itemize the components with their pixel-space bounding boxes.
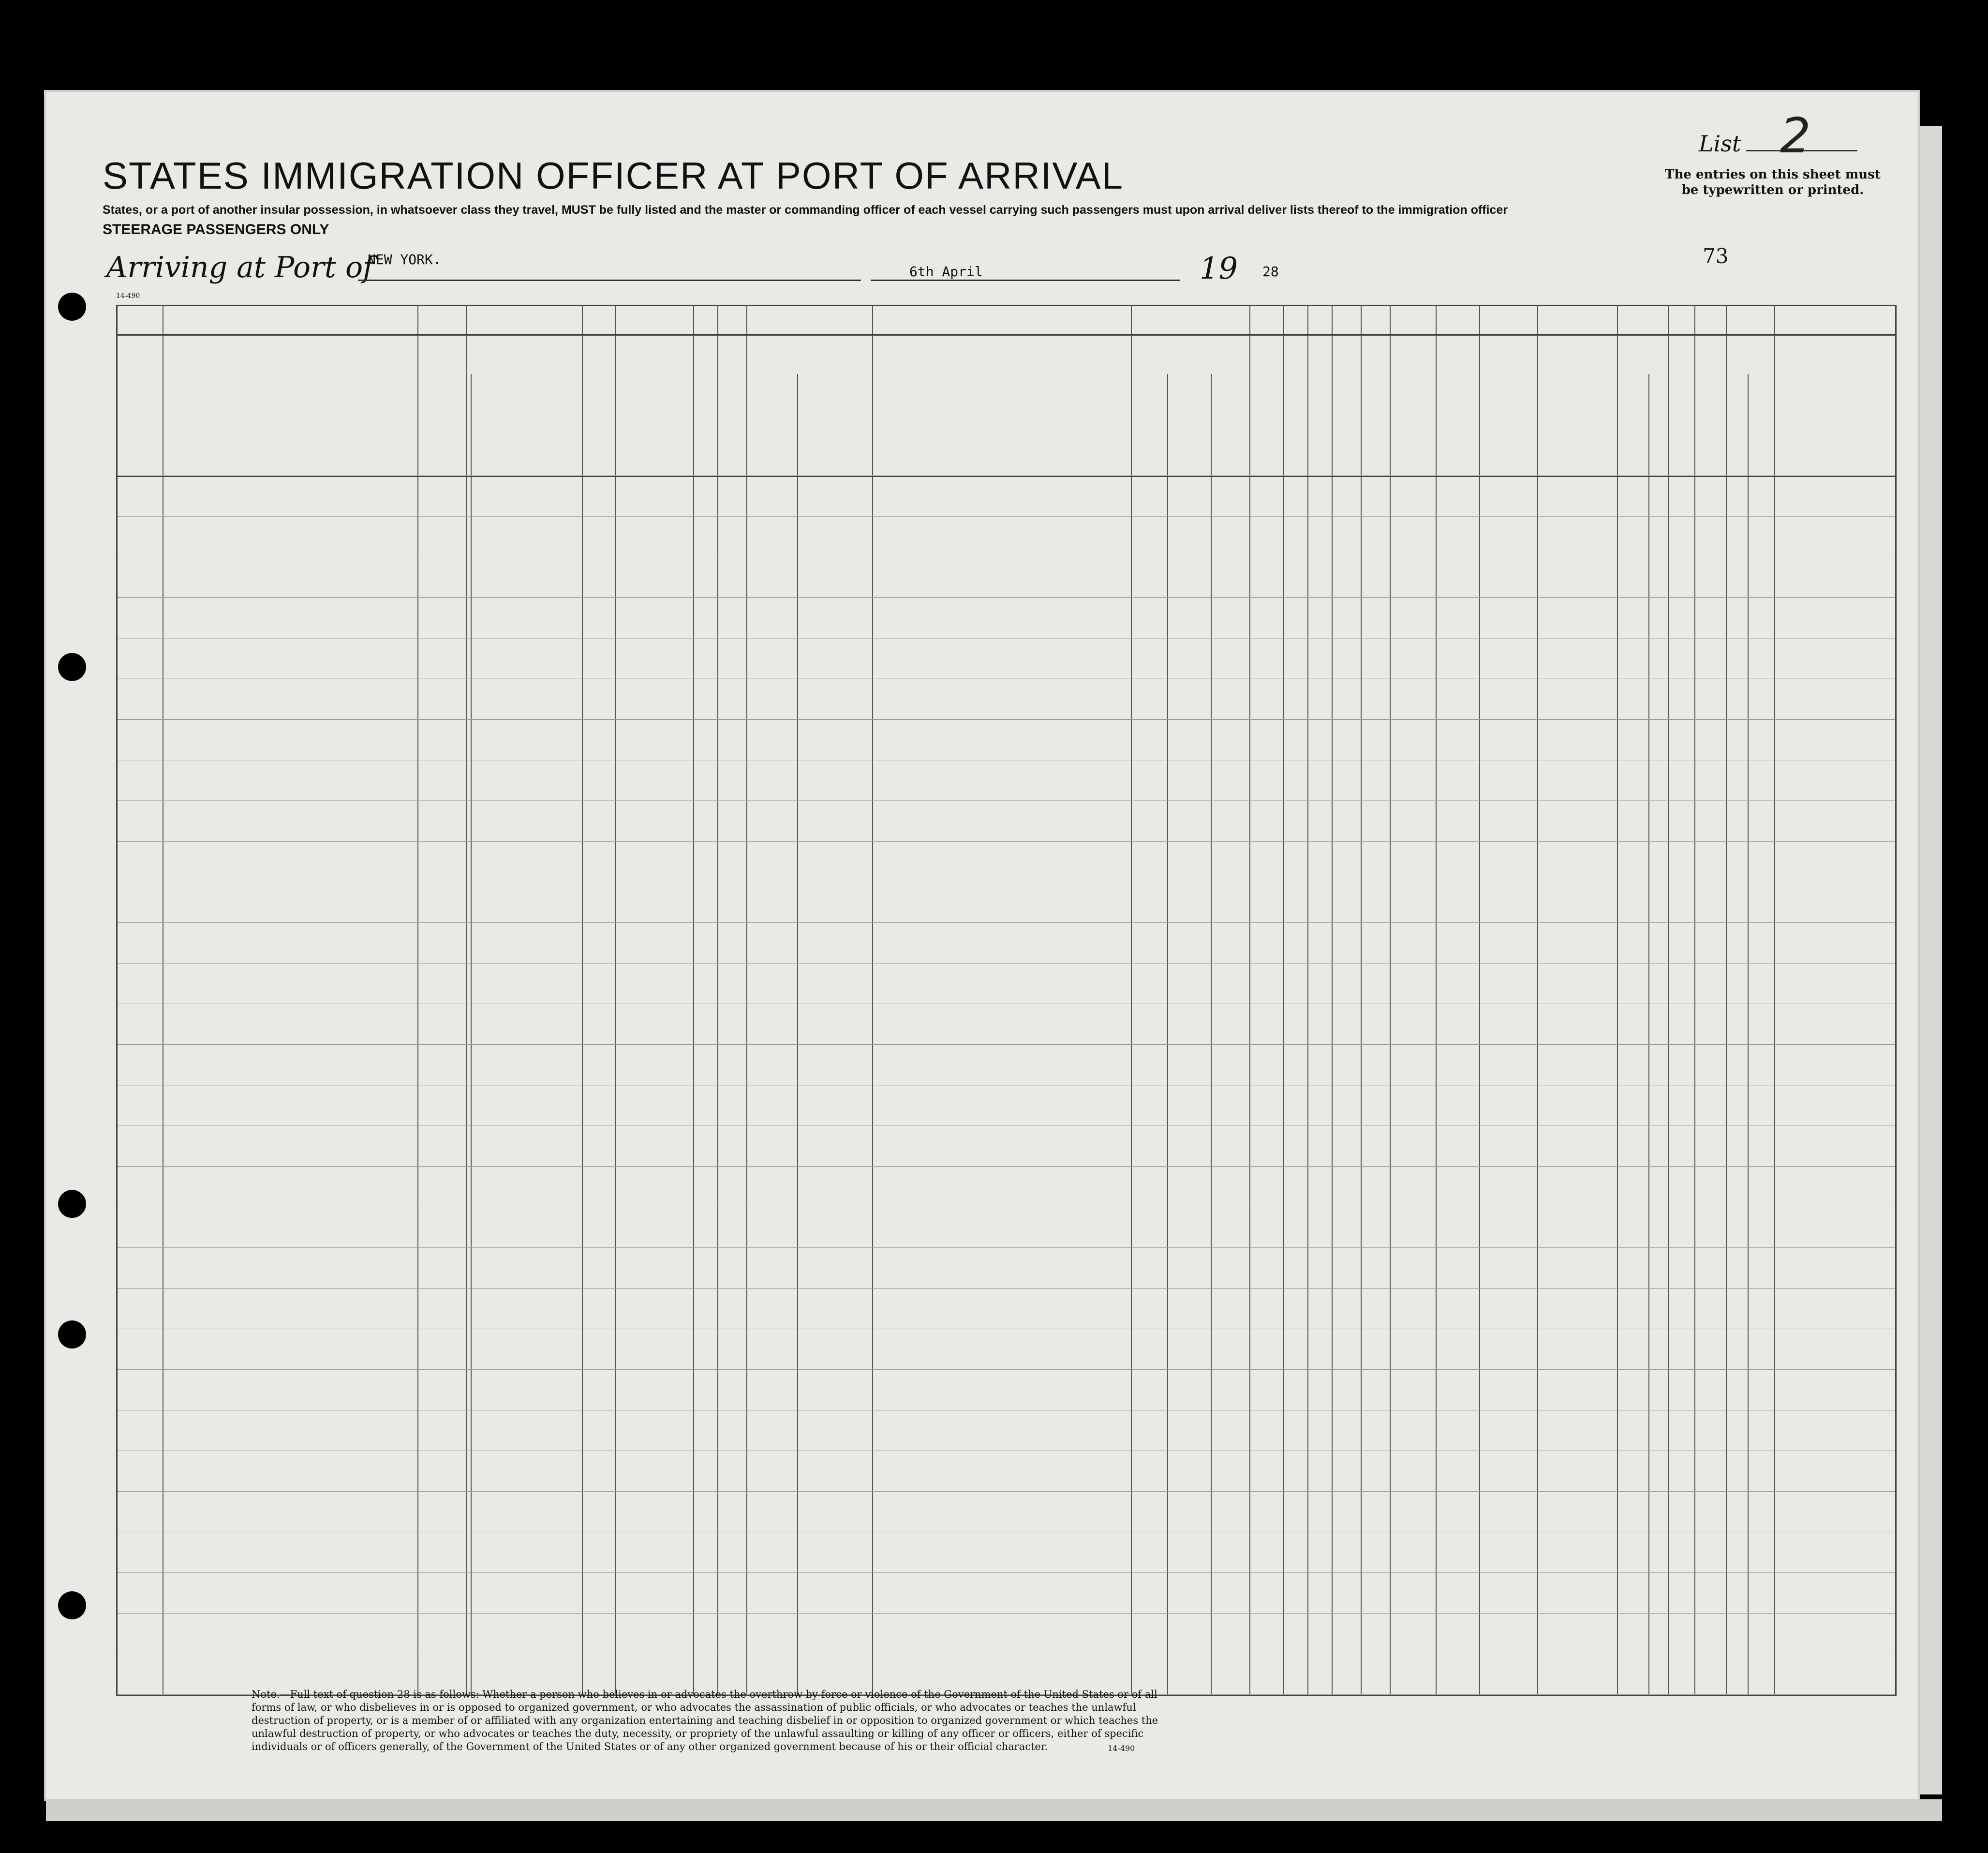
port-value: NEW YORK. — [368, 252, 441, 267]
punch-hole — [58, 293, 86, 321]
column-divider — [1479, 306, 1480, 1694]
row-divider — [118, 841, 1895, 842]
column-divider — [1390, 306, 1391, 1694]
header-deported — [1392, 340, 1434, 471]
row-divider — [118, 475, 1895, 476]
sub-column-divider — [746, 374, 747, 1694]
sheet-bottom-edge — [46, 1799, 1942, 1821]
header-prison — [1251, 340, 1281, 471]
header-overthrow — [1334, 340, 1359, 471]
row-divider — [118, 1044, 1895, 1045]
instructions-line: States, or a port of another insular possession, in whatsoever class they travel, MUST be fully listed and the master or commanding officer of each vessel carrying such passengers must upon arrival deliver lists thereof to the immigration officer — [103, 203, 1508, 217]
row-divider — [118, 597, 1895, 598]
year-value: 28 — [1262, 264, 1279, 280]
column-divider — [1332, 306, 1333, 1694]
column-divider — [1307, 306, 1308, 1694]
row-divider — [118, 1491, 1895, 1492]
column-divider — [466, 306, 467, 1694]
arriving-label: Arriving at Port of — [106, 251, 374, 284]
column-divider — [693, 306, 694, 1694]
row-divider — [118, 1288, 1895, 1289]
header-anarchist — [1309, 340, 1330, 471]
header-labor-offer — [1363, 340, 1388, 471]
header-number-line — [118, 334, 1895, 336]
column-divider — [615, 306, 616, 1694]
column-divider — [582, 306, 583, 1694]
page-title: STATES IMMIGRATION OFFICER AT PORT OF ARRIVAL — [103, 154, 1124, 197]
row-divider — [118, 963, 1895, 964]
list-number: 2 — [1780, 107, 1811, 164]
sheet-edge — [1918, 126, 1942, 1794]
header-purpose-citizen — [1213, 340, 1247, 471]
column-divider — [417, 306, 418, 1694]
column-divider — [1436, 306, 1437, 1694]
footnote-code: 14-490 — [1108, 1744, 1135, 1753]
row-divider — [118, 1572, 1895, 1573]
punch-hole — [58, 1190, 86, 1218]
column-divider — [1726, 306, 1727, 1694]
steerage-note: STEERAGE PASSENGERS ONLY — [103, 222, 329, 237]
row-divider — [118, 1247, 1895, 1248]
header-fifty-dollars — [695, 340, 715, 471]
punch-hole — [58, 1320, 86, 1349]
row-divider — [118, 1166, 1895, 1167]
sub-column-divider — [471, 374, 472, 1694]
punch-hole — [58, 653, 86, 681]
column-divider — [1249, 306, 1250, 1694]
typewritten-note: The entries on this sheet must be typewritten or printed. — [1665, 167, 1881, 197]
sub-column-divider — [1167, 374, 1168, 1694]
manifest-table — [116, 305, 1897, 1696]
date-value: 6th April — [909, 264, 983, 280]
header-purpose-length — [1169, 340, 1209, 471]
row-divider — [118, 719, 1895, 720]
footnote: Note.—Full text of question 28 is as follows: Whether a person who believes in or advocates the overthrow by force or violence of the Government of the United States or of all forms of law, or who disbelieves in or is opposed to organized government, or who advocates the assassination of public officials, or who advocates or teaches the unlawful destruction of property, or is a member of or affiliated with any organization entertaining and teaching disbelief in or opposition to organized government or which teaches the unlawful destruction of property, or who advocates or teaches the duty, necessity, or propriety of the unlawful assaulting or killing of any officer or officers, either of specific individuals or of officers generally, of the Government of the United States or of any other organized government because of his or their official character. — [252, 1689, 1158, 1752]
sub-column-divider — [1211, 374, 1212, 1694]
list-label: List — [1699, 131, 1741, 157]
row-divider — [118, 1369, 1895, 1370]
column-divider — [1774, 306, 1775, 1694]
column-divider — [1537, 306, 1538, 1694]
header-purpose-return — [1133, 340, 1165, 471]
form-code: 14-490 — [116, 292, 140, 300]
row-divider — [118, 922, 1895, 923]
column-divider — [1694, 306, 1695, 1694]
row-divider — [118, 516, 1895, 517]
header-ticket — [584, 340, 613, 471]
punch-hole — [58, 1591, 86, 1619]
row-divider — [118, 800, 1895, 801]
year-prefix: 19 — [1200, 251, 1238, 286]
header-polygamist — [1285, 340, 1306, 471]
sub-column-divider — [1648, 374, 1649, 1694]
column-divider — [1131, 306, 1132, 1694]
sub-column-divider — [1748, 374, 1749, 1694]
row-divider — [118, 1613, 1895, 1614]
sub-column-divider — [797, 374, 798, 1694]
column-divider — [717, 306, 718, 1694]
column-divider — [1617, 306, 1618, 1694]
column-divider — [1283, 306, 1284, 1694]
column-divider — [872, 306, 873, 1694]
page-number: 73 — [1703, 244, 1729, 268]
column-divider — [1361, 306, 1362, 1694]
column-divider — [1668, 306, 1669, 1694]
port-underline — [358, 280, 861, 281]
date-underline — [871, 280, 1180, 281]
